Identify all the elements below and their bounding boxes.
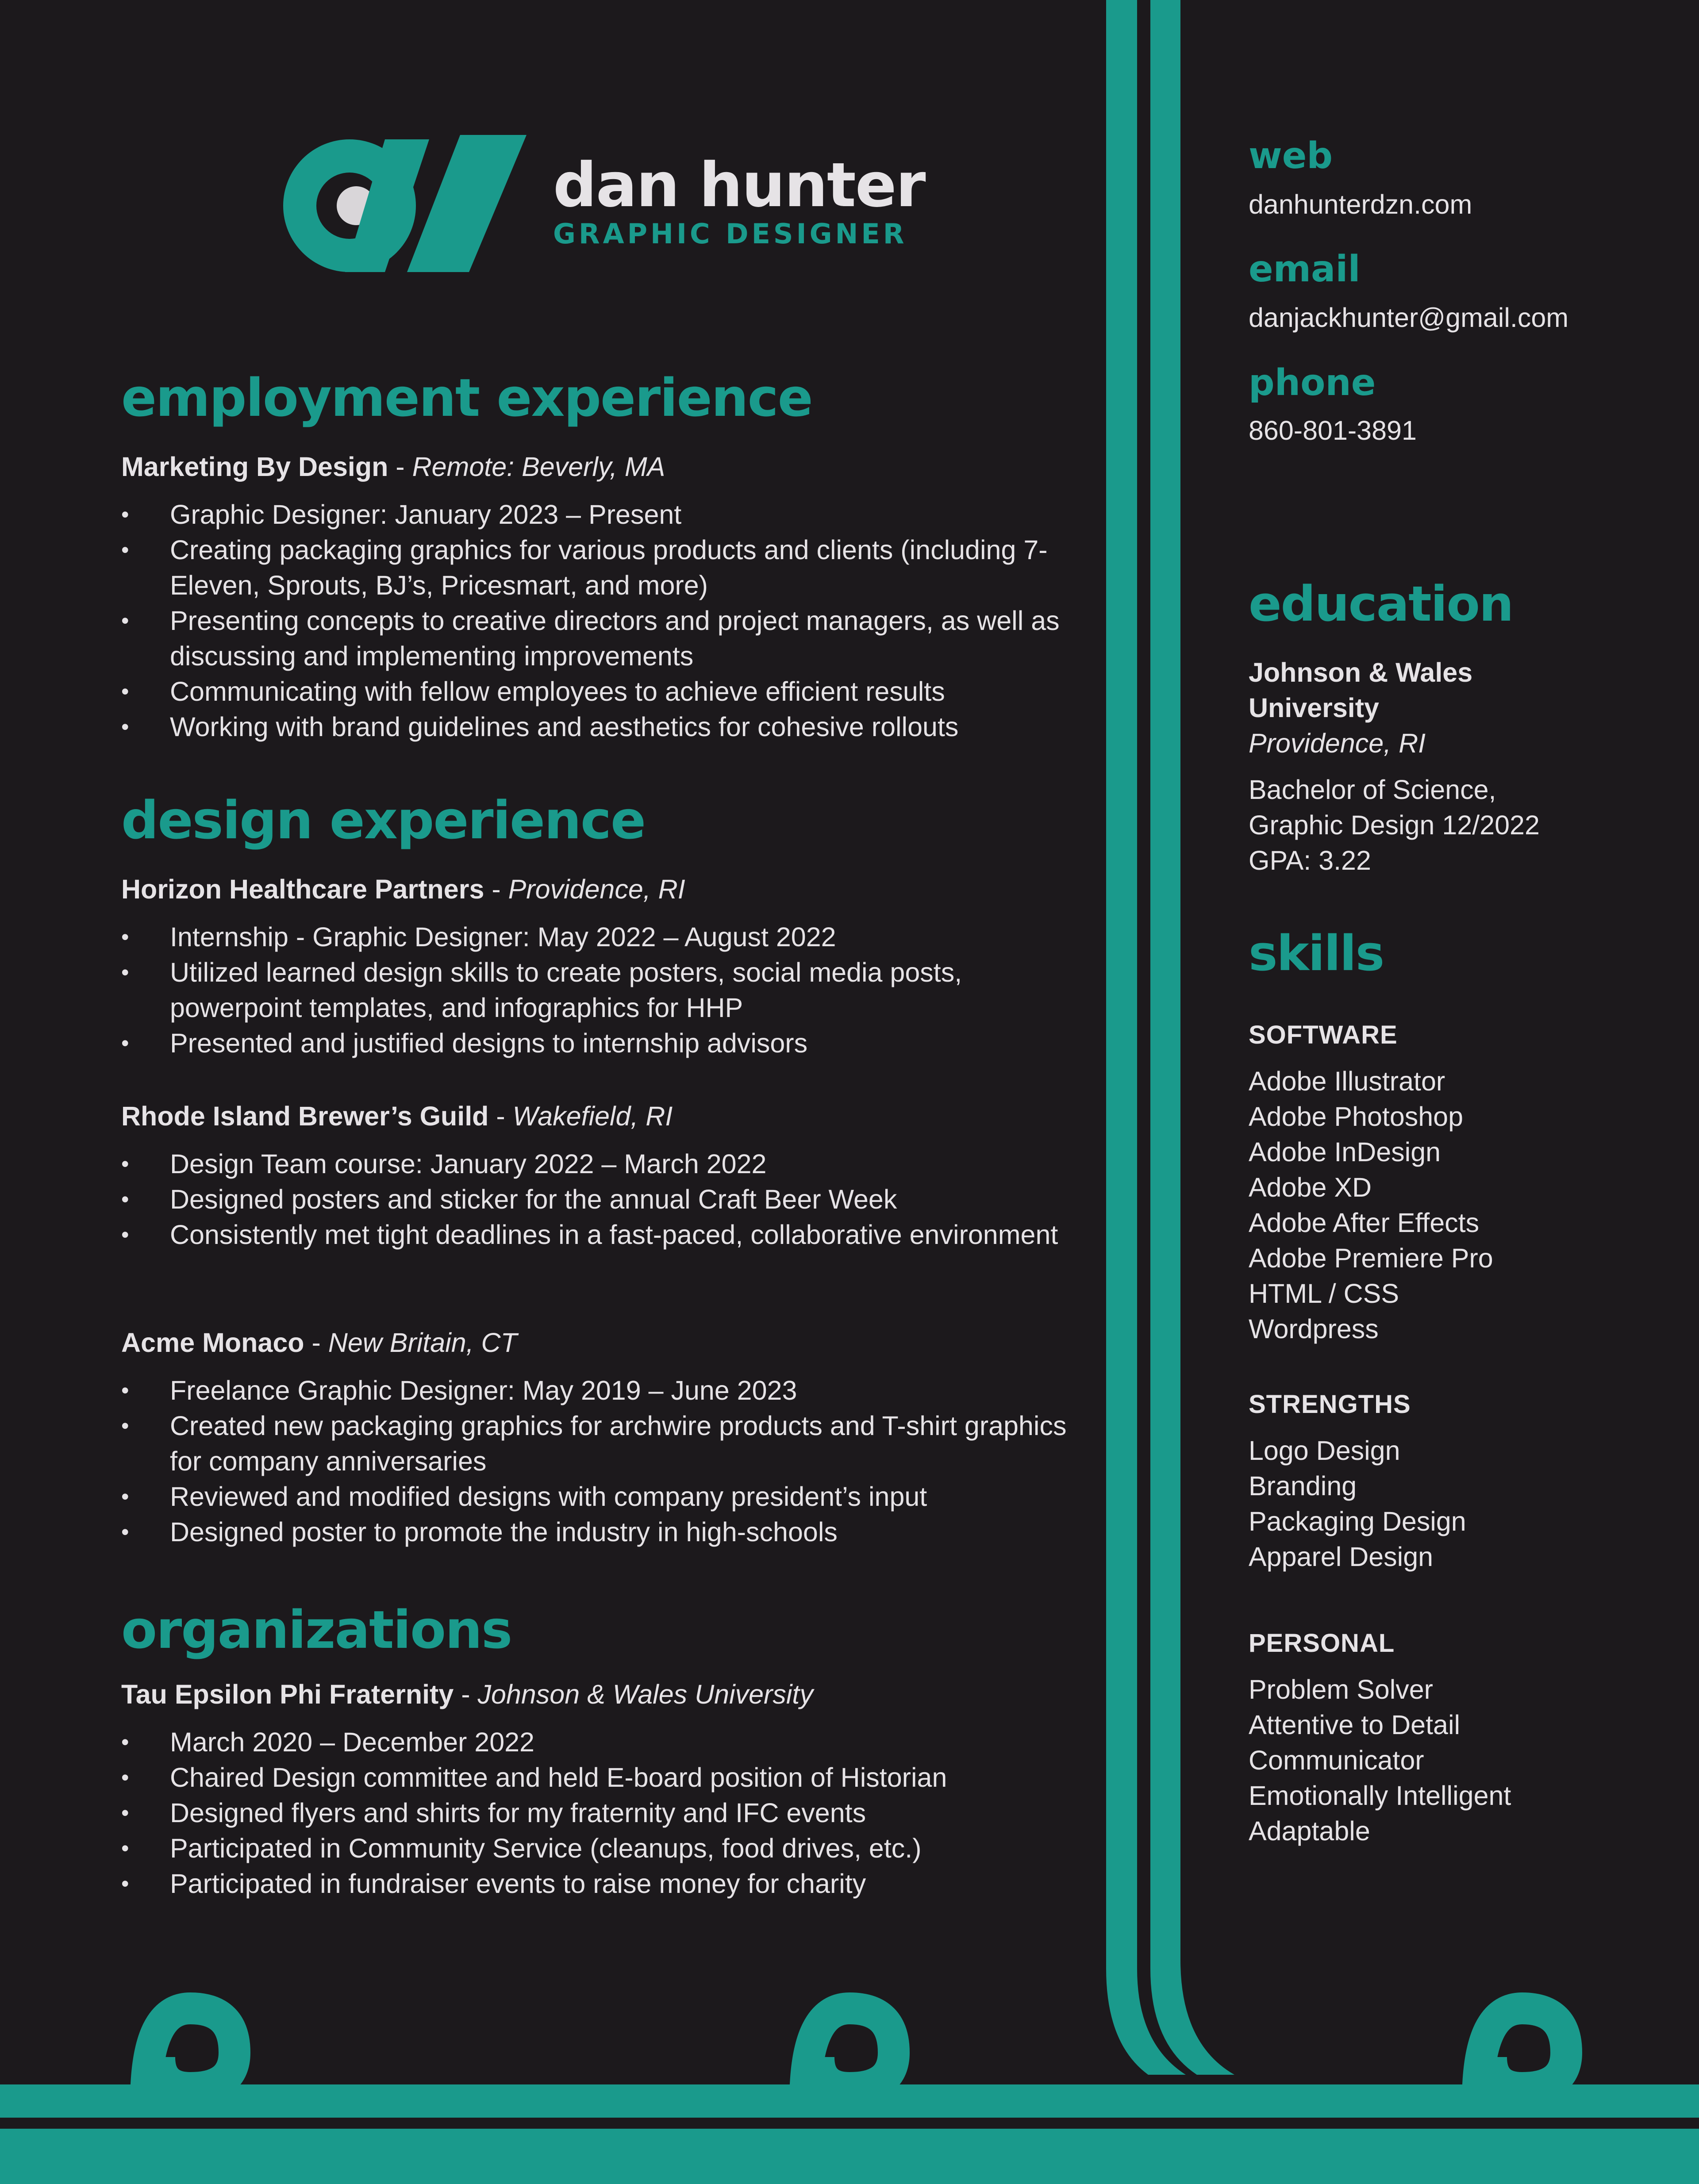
list-item: Problem Solver: [1249, 1674, 1433, 1704]
list-item: • Participated in fundraiser events to raise money for charity: [121, 1866, 1072, 1901]
list-item: • Utilized learned design skills to create posters, social media posts, powerpoint templates, and infographics for HHP: [121, 955, 1072, 1025]
entry-location: Johnson & Wales University: [477, 1679, 813, 1709]
list-item: • Working with brand guidelines and aesthetics for cohesive rollouts: [121, 709, 1072, 745]
phone-label: phone: [1249, 362, 1376, 404]
skills-list: [1249, 1063, 1647, 1347]
entry-org: Horizon Healthcare Partners: [121, 874, 484, 904]
list-item: • Internship - Graphic Designer: May 2022 – August 2022: [121, 919, 1072, 955]
degree-line2: Graphic Design 12/2022: [1249, 810, 1540, 840]
web-link[interactable]: danhunterdzn.com: [1249, 189, 1472, 219]
list-item: Packaging Design: [1249, 1506, 1466, 1536]
list-item: Adobe XD: [1249, 1172, 1372, 1202]
skills-group-heading: STRENGTHS: [1249, 1390, 1411, 1419]
list-item: • Created new packaging graphics for archwire products and T-shirt graphics for company anniversaries: [121, 1408, 1072, 1479]
list-item: • Design Team course: January 2022 – March 2022: [121, 1146, 1072, 1182]
entry-org: Acme Monaco: [121, 1328, 304, 1358]
skills-group-heading: SOFTWARE: [1249, 1021, 1398, 1049]
entry-bullets: [121, 497, 1072, 745]
list-item: • Graphic Designer: January 2023 – Present: [121, 497, 1072, 532]
list-item: Logo Design: [1249, 1436, 1400, 1466]
skills-list: [1249, 1672, 1647, 1849]
school-name-line1: Johnson & Wales: [1249, 657, 1473, 687]
organizations-title: organizations: [121, 1599, 512, 1660]
list-item: Adobe Premiere Pro: [1249, 1243, 1493, 1273]
list-item: • Participated in Community Service (cleanups, food drives, etc.): [121, 1831, 1072, 1866]
list-item: Apparel Design: [1249, 1542, 1434, 1572]
entry-separator: -: [304, 1328, 328, 1358]
list-item: • Chaired Design committee and held E-board position of Historian: [121, 1760, 1072, 1795]
dh-monogram-icon: [283, 135, 531, 276]
list-item: • Consistently met tight deadlines in a fast-paced, collaborative environment: [121, 1217, 1072, 1252]
skills-list: [1249, 1433, 1647, 1574]
skills-title: skills: [1249, 925, 1384, 982]
entry-bullets: [121, 919, 1072, 1061]
entry-location: New Britain, CT: [328, 1328, 517, 1358]
entry-header: [121, 1098, 1072, 1134]
list-item: • Presenting concepts to creative directors and project managers, as well as discussing and implementing improvements: [121, 603, 1072, 674]
list-item: • Designed posters and sticker for the annual Craft Beer Week: [121, 1182, 1072, 1217]
education-block: [1249, 655, 1647, 878]
entry-separator: -: [484, 874, 508, 904]
person-name: dan hunter: [553, 150, 925, 221]
entry-bullets: [121, 1146, 1072, 1252]
design-entry: [121, 871, 1072, 1061]
list-item: • Reviewed and modified designs with company president’s input: [121, 1479, 1072, 1514]
entry-header: [121, 1325, 1072, 1360]
entry-header: [121, 449, 1072, 484]
list-item: • Presented and justified designs to internship advisors: [121, 1025, 1072, 1061]
entry-header: [121, 871, 1072, 907]
design-entry: [121, 1325, 1072, 1550]
design-title: design experience: [121, 790, 646, 851]
list-item: Emotionally Intelligent: [1249, 1781, 1511, 1811]
degree-line1: Bachelor of Science,: [1249, 775, 1496, 805]
entry-bullets: [121, 1373, 1072, 1550]
entry-bullets: [121, 1724, 1072, 1901]
list-item: Attentive to Detail: [1249, 1710, 1461, 1740]
list-item: Adobe InDesign: [1249, 1137, 1441, 1167]
web-label: web: [1249, 135, 1333, 177]
list-item: • Communicating with fellow employees to achieve efficient results: [121, 674, 1072, 709]
entry-location: Remote: Beverly, MA: [412, 452, 665, 482]
entry-location: Providence, RI: [508, 874, 685, 904]
list-item: Adobe After Effects: [1249, 1208, 1480, 1238]
entry-location: Wakefield, RI: [512, 1101, 673, 1131]
entry-org: Rhode Island Brewer’s Guild: [121, 1101, 489, 1131]
entry-org: Tau Epsilon Phi Fraternity: [121, 1679, 454, 1709]
list-item: • Designed flyers and shirts for my fraternity and IFC events: [121, 1795, 1072, 1831]
entry-separator: -: [488, 1101, 513, 1131]
skills-group-software: [1249, 1017, 1647, 1347]
entry-org: Marketing By Design: [121, 452, 388, 482]
employment-title: employment experience: [121, 367, 812, 428]
employment-entry: [121, 449, 1072, 745]
school-name-line2: University: [1249, 693, 1379, 723]
organization-entry: [121, 1677, 1072, 1901]
email-link[interactable]: danjackhunter@gmail.com: [1249, 303, 1569, 333]
list-item: • Designed poster to promote the industry in high-schools: [121, 1514, 1072, 1550]
design-entry: [121, 1098, 1072, 1252]
list-item: Branding: [1249, 1471, 1357, 1501]
brand-block: [553, 150, 925, 250]
list-item: Adaptable: [1249, 1816, 1370, 1846]
education-title: education: [1249, 576, 1513, 632]
gpa: GPA: 3.22: [1249, 845, 1371, 875]
email-label: email: [1249, 248, 1361, 290]
phone-number: 860-801-3891: [1249, 415, 1417, 445]
school-location: Providence, RI: [1249, 728, 1426, 758]
list-item: HTML / CSS: [1249, 1278, 1399, 1309]
skills-group-personal: [1249, 1626, 1647, 1849]
list-item: Adobe Photoshop: [1249, 1102, 1464, 1132]
list-item: Communicator: [1249, 1745, 1424, 1775]
list-item: • March 2020 – December 2022: [121, 1724, 1072, 1760]
list-item: Wordpress: [1249, 1314, 1379, 1344]
entry-header: [121, 1677, 1072, 1712]
skills-group-strengths: [1249, 1387, 1647, 1574]
list-item: • Creating packaging graphics for various products and clients (including 7-Eleven, Sprouts, BJ’s, Pricesmart, and more): [121, 532, 1072, 603]
entry-separator: -: [454, 1679, 478, 1709]
entry-separator: -: [388, 452, 412, 482]
skills-group-heading: PERSONAL: [1249, 1629, 1395, 1658]
list-item: Adobe Illustrator: [1249, 1066, 1445, 1096]
person-title: GRAPHIC DESIGNER: [553, 218, 907, 250]
list-item: • Freelance Graphic Designer: May 2019 – June 2023: [121, 1373, 1072, 1408]
